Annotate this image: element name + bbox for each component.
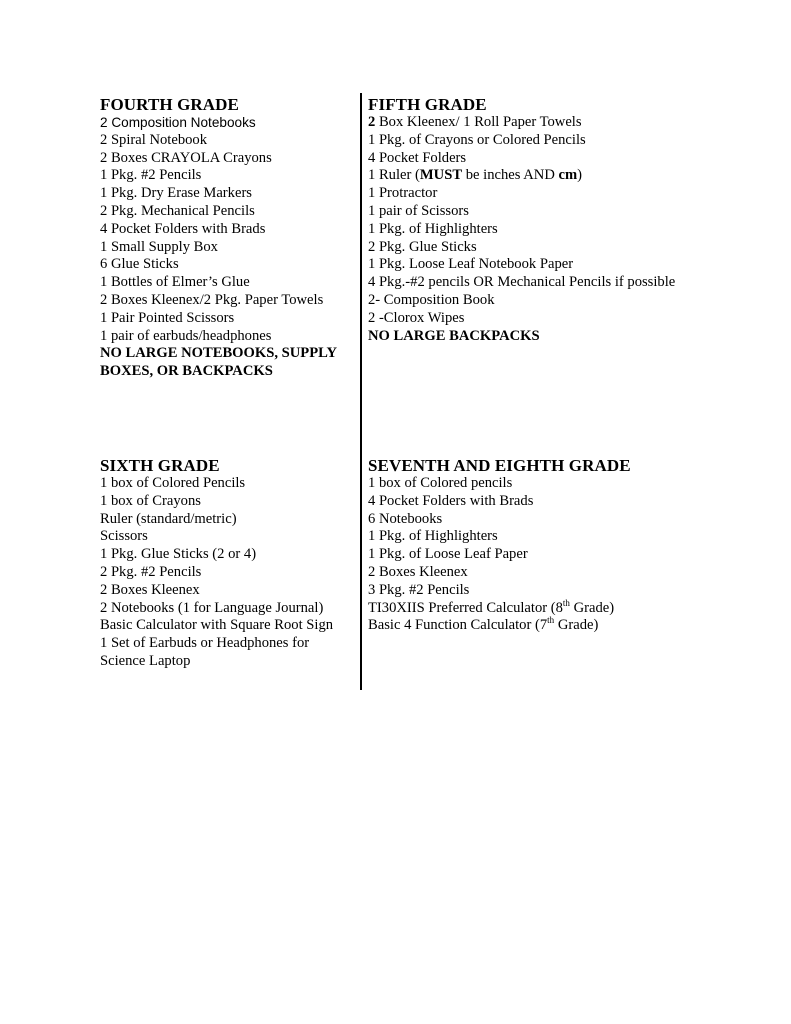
fifth-grade-title: FIFTH GRADE [368, 95, 487, 114]
list-item: 1 Pkg. #2 Pencils [100, 167, 202, 184]
list-item: 2 Pkg. Glue Sticks [368, 238, 477, 255]
list-item: 1 Pair Pointed Scissors [100, 309, 235, 326]
sixth-grade-list [100, 475, 333, 671]
list-item: 1 Pkg. of Loose Leaf Paper [368, 546, 528, 563]
seventh-eighth-grade-list [368, 475, 631, 635]
ruler-cm: cm [558, 167, 578, 184]
list-item: 2 Pkg. Mechanical Pencils [100, 202, 255, 219]
calculator-7th-item [368, 617, 631, 635]
list-item: 4 Pocket Folders with Brads [100, 220, 266, 237]
list-item: Basic Calculator with Square Root Sign [100, 617, 334, 634]
ruler-text-c: ) [577, 167, 583, 184]
calculator-8th-item [368, 597, 631, 618]
fourth-grade-section [100, 96, 337, 381]
list-item: 6 Notebooks [368, 510, 443, 527]
ordinal-suffix: th [562, 597, 570, 608]
fourth-grade-title: FOURTH GRADE [100, 95, 239, 114]
list-item: 2 Boxes Kleenex [100, 581, 200, 598]
emphasis-number: 2 [368, 114, 376, 130]
list-item: 1 pair of Scissors [368, 202, 469, 219]
list-item: 1 box of Crayons [100, 492, 201, 509]
list-item: 1 Pkg. of Highlighters [368, 220, 498, 237]
list-item: 4 Pocket Folders [368, 149, 467, 166]
list-item [368, 114, 675, 132]
list-item: Scissors [100, 528, 148, 545]
ruler-text-a: 1 Ruler ( [368, 167, 420, 184]
fourth-grade-list [100, 114, 337, 381]
fifth-grade-section [368, 96, 675, 345]
list-item-text: Box Kleenex/ 1 Roll Paper Towels [375, 114, 582, 130]
list-item: Ruler (standard/metric) [100, 510, 237, 527]
sixth-grade-title: SIXTH GRADE [100, 456, 220, 475]
calc-text-a: Basic 4 Function Calculator (7 [368, 617, 548, 634]
ruler-must: MUST [419, 167, 463, 184]
seventh-eighth-grade-title: SEVENTH AND EIGHTH GRADE [368, 456, 631, 475]
list-item: 3 Pkg. #2 Pencils [368, 581, 470, 598]
calc-text-a: TI30XIIS Preferred Calculator (8 [368, 599, 563, 616]
list-item: 1 Pkg. Loose Leaf Notebook Paper [368, 256, 574, 273]
list-item: 2 Boxes Kleenex [368, 563, 468, 580]
list-item: 2 Spiral Notebook [100, 131, 208, 148]
list-item: 1 Pkg. of Crayons or Colored Pencils [368, 131, 586, 148]
list-item: 2- Composition Book [368, 291, 495, 308]
column-divider [360, 93, 362, 690]
list-item: 6 Glue Sticks [100, 256, 179, 273]
list-item: 1 Pkg. Glue Sticks (2 or 4) [100, 546, 257, 563]
fifth-grade-note: NO LARGE BACKPACKS [368, 327, 540, 344]
list-item: 1 Set of Earbuds or Headphones for [100, 635, 310, 652]
list-item: Science Laptop [100, 652, 191, 669]
calc-text-b: Grade) [569, 599, 615, 616]
list-item: 2 Notebooks (1 for Language Journal) [100, 599, 324, 616]
list-item: 4 Pocket Folders with Brads [368, 492, 534, 509]
list-item: 1 Small Supply Box [100, 238, 218, 255]
fourth-grade-note-line1: NO LARGE NOTEBOOKS, SUPPLY [100, 345, 338, 362]
list-item: 1 box of Colored Pencils [100, 475, 246, 491]
list-item: 1 Protractor [368, 185, 438, 202]
list-item: 1 Bottles of Elmer’s Glue [100, 274, 250, 291]
list-item: 1 Pkg. Dry Erase Markers [100, 185, 252, 202]
ordinal-suffix: th [547, 615, 555, 626]
fourth-grade-note-line2: BOXES, OR BACKPACKS [100, 363, 273, 380]
list-item: 1 pair of earbuds/headphones [100, 327, 272, 344]
ruler-text-b: be inches AND [462, 167, 559, 184]
seventh-eighth-grade-section [368, 457, 631, 635]
list-item: 1 box of Colored pencils [368, 475, 513, 491]
list-item: 2 Boxes CRAYOLA Crayons [100, 149, 272, 166]
list-item: 2 Pkg. #2 Pencils [100, 563, 202, 580]
list-item: 1 Pkg. of Highlighters [368, 528, 498, 545]
calc-text-b: Grade) [554, 617, 599, 634]
list-item: 2 Boxes Kleenex/2 Pkg. Paper Towels [100, 291, 324, 308]
list-item: 2 -Clorox Wipes [368, 309, 465, 326]
sixth-grade-section [100, 457, 333, 671]
list-item: 4 Pkg.-#2 pencils OR Mechanical Pencils if possible [368, 274, 676, 291]
list-item [368, 167, 675, 185]
list-item: 2 Composition Notebooks [100, 115, 256, 130]
fifth-grade-list [368, 114, 675, 345]
